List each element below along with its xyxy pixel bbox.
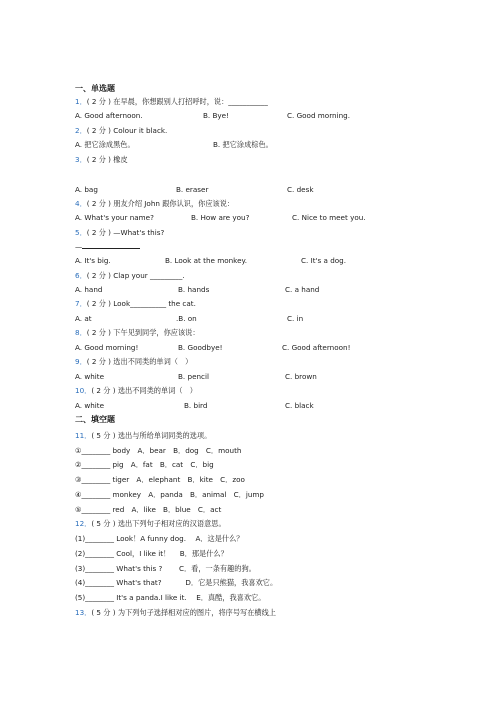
option-a: A. white (75, 401, 105, 410)
question-text: ( 2 分 ) —What's this? (86, 228, 165, 237)
question-number: 1． (75, 97, 87, 106)
question-number: 7． (75, 299, 87, 308)
list-item: ④________ monkey A．panda B．animal C．jump (75, 490, 264, 499)
option-c: C. in (287, 314, 304, 323)
question-number: 4． (75, 199, 87, 208)
question-number: 9． (75, 357, 87, 366)
option-b: B. bird (184, 401, 208, 410)
question-5 (75, 228, 164, 238)
question-number: 10． (75, 386, 92, 395)
answer-blank (82, 241, 140, 249)
option-b: B. Bye! (203, 111, 229, 120)
question-12 (75, 519, 226, 529)
list-item: (2)________ Cool，I like it！ B．那是什么？ (75, 549, 228, 558)
question-text: ( 2 分 ) Clap your _________. (86, 271, 185, 280)
question-3 (75, 155, 128, 165)
question-2 (75, 126, 167, 136)
question-number: 5． (75, 228, 87, 237)
option-b: B. eraser (176, 185, 209, 194)
list-item: (4)________ What's that? D．它是只熊猫，我喜欢它。 (75, 578, 278, 587)
option-c: C. Nice to meet you. (292, 213, 366, 222)
option-c: C. a hand (285, 285, 320, 294)
option-b: .B. on (176, 314, 197, 323)
option-a: A. 把它涂成黑色。 (75, 140, 135, 149)
option-c: C. brown (285, 372, 317, 381)
option-b: B. 把它涂成棕色。 (213, 140, 273, 149)
option-a: A. white (75, 372, 105, 381)
option-a: A. bag (75, 185, 98, 194)
question-number: 13． (75, 608, 92, 617)
question-13 (75, 608, 276, 618)
question-text: ( 2 分 ) 橡皮 (86, 155, 128, 164)
question-text: ( 2 分 ) 选出不同类的单词（ ） (86, 357, 193, 366)
option-c: C. It's a dog. (301, 256, 347, 265)
list-item: (1)________ Look！A funny dog. A．这是什么？ (75, 534, 244, 543)
option-a: A. hand (75, 285, 103, 294)
option-c: C. desk (287, 185, 314, 194)
question-text: ( 5 分 ) 选出下列句子相对应的汉语意思。 (91, 519, 226, 528)
question-9 (75, 357, 192, 367)
question-8 (75, 328, 200, 338)
question-text: ( 5 分 ) 选出与所给单词同类的选项。 (91, 431, 212, 440)
question-text: ( 2 分 ) 在早晨，你想跟别人打招呼时，说： (86, 97, 229, 106)
option-b: B. How are you? (191, 213, 250, 222)
list-item: (5)________ It's a panda.I like it. E．真酷，我喜欢它。 (75, 593, 266, 602)
answer-dash: — (75, 242, 83, 251)
option-a: A. at (75, 314, 92, 323)
question-text: ( 2 分 ) 下午见到同学，你应该说： (86, 328, 200, 337)
question-number: 11． (75, 431, 92, 440)
option-c: C. Good morning. (287, 111, 350, 120)
option-a: A. Good morning! (75, 343, 139, 352)
list-item: ③________ tiger A．elephant B．kite C．zoo (75, 475, 245, 484)
question-6 (75, 271, 185, 281)
answer-blank: ___________ (228, 97, 268, 106)
question-4 (75, 199, 234, 209)
option-c: C. black (285, 401, 314, 410)
option-b: B. hands (178, 285, 210, 294)
option-a: A. It's big. (75, 256, 111, 265)
question-10 (75, 386, 197, 396)
option-a: A. Good afternoon. (75, 111, 143, 120)
list-item: ②________ pig A．fat B．cat C．big (75, 460, 214, 469)
question-number: 12． (75, 519, 92, 528)
option-b: B. Look at the monkey. (165, 256, 248, 265)
option-b: B. Goodbye! (178, 343, 223, 352)
question-text: ( 2 分 ) 朋友介绍 John 跟你认识，你应该说： (86, 199, 235, 208)
list-item: ①________ body A．bear B．dog C．mouth (75, 446, 242, 455)
question-number: 6． (75, 271, 87, 280)
option-a: A. What's your name? (75, 213, 154, 222)
section-heading-fill-in: 二、填空题 (75, 415, 115, 424)
question-11 (75, 431, 211, 441)
question-number: 3． (75, 155, 87, 164)
answer-line (75, 241, 140, 252)
list-item: ⑤________ red A．like B．blue C．act (75, 505, 222, 514)
question-1 (75, 97, 268, 107)
question-number: 2． (75, 126, 87, 135)
option-c: C. Good afternoon! (282, 343, 351, 352)
question-text: ( 5 分 ) 为下列句子选择相对应的图片，将序号写在横线上 (91, 608, 276, 617)
question-7 (75, 299, 196, 309)
option-b: B. pencil (178, 372, 209, 381)
question-text: ( 2 分 ) Look__________ the cat. (86, 299, 196, 308)
question-text: ( 2 分 ) 选出不同类的单词（ ） (91, 386, 197, 395)
question-number: 8． (75, 328, 87, 337)
section-heading-single-choice: 一、单选题 (75, 84, 115, 93)
list-item: (3)________ What's this ? C．看，一条有趣的狗。 (75, 564, 256, 573)
question-text: ( 2 分 ) Colour it black. (86, 126, 168, 135)
